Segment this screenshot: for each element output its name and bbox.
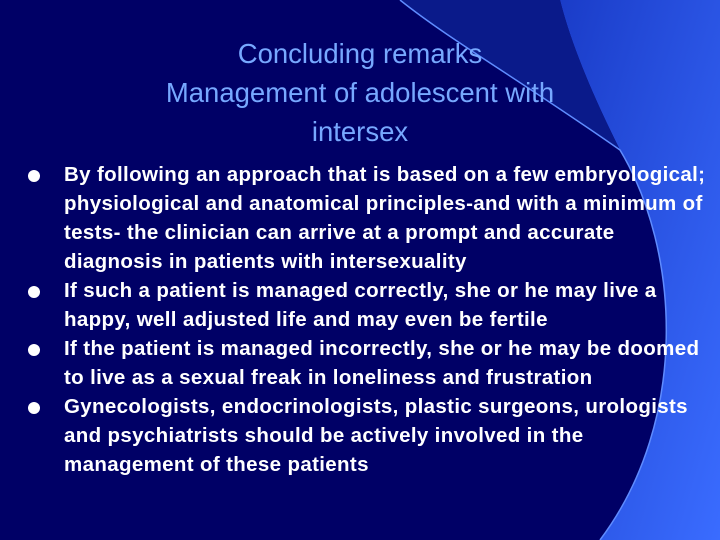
bullet-text: If the patient is managed incorrectly, she or he may be doomed to live as a sexual freak in loneliness and frustration (64, 337, 700, 389)
title-line-1: Concluding remarks (237, 38, 483, 69)
bullet-item (28, 392, 708, 479)
bullet-text: Gynecologists, endocrinologists, plastic surgeons, urologists and psychiatrists should be actively involved in the management of these patients (64, 395, 688, 476)
title-line-2: Management of adolescent with (165, 77, 555, 108)
bullet-text: By following an approach that is based on a few embryological; physiological and anatomical principles-and with a minimum of tests- the clinician can arrive at a prompt and accurate diagnosis in patients with intersexuality (64, 163, 706, 273)
bullet-item (28, 334, 708, 392)
bullet-text: If such a patient is managed correctly, she or he may live a happy, well adjusted life and may even be fertile (64, 279, 657, 331)
bullet-item (28, 160, 708, 276)
bullet-dot-icon (28, 286, 40, 298)
bullet-dot-icon (28, 402, 40, 414)
bullet-list (28, 160, 708, 479)
slide-title (90, 34, 630, 151)
bullet-dot-icon (28, 170, 40, 182)
bullet-dot-icon (28, 344, 40, 356)
bullet-item (28, 276, 708, 334)
title-line-3: intersex (311, 116, 409, 147)
